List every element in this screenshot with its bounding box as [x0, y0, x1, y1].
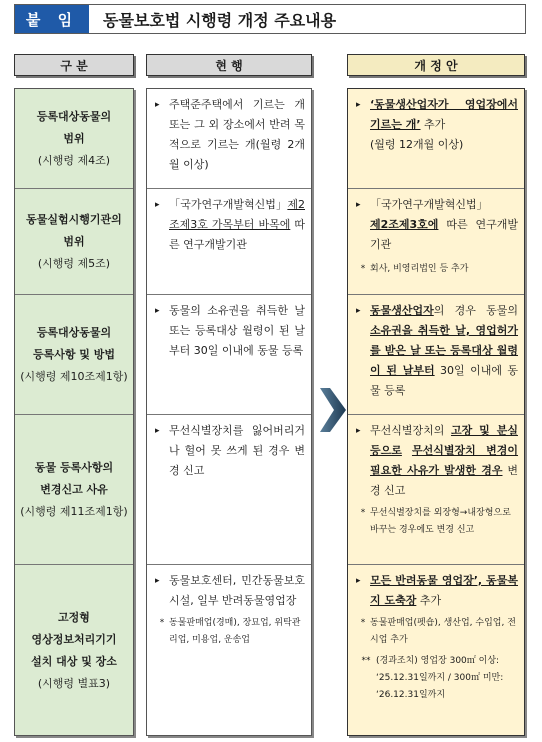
revised-note: 동물판매업(펫숍), 생산업, 수입업, 전시업 추가: [370, 618, 516, 645]
bullet-icon: ▸: [356, 426, 361, 436]
note-icon: *: [360, 508, 366, 518]
category-cell: [15, 295, 133, 414]
bullet-icon: ▸: [155, 306, 160, 316]
current-text: 동물보호센터, 민간동물보호시설, 일부 반려동물영업장: [169, 574, 305, 607]
category-main: 등록사항 및 방법: [32, 347, 116, 361]
category-main: 고정형: [58, 611, 90, 624]
category-main: 범위: [63, 234, 85, 248]
category-ref: (시행령 제5조): [37, 256, 111, 270]
bullet-icon: ▸: [356, 576, 361, 586]
category-cell: [15, 89, 133, 188]
current-text: 무선식별장치를 잃어버리거나 헐어 못 쓰게 된 경우 변경 신고: [169, 424, 305, 477]
page-title: 동물보호법 시행령 개정 주요내용: [103, 10, 337, 30]
double-note-icon: **: [361, 656, 371, 666]
right-arrow-icon: [320, 388, 346, 432]
category-main: 변경신고 사유: [40, 482, 108, 496]
category-main: 설치 대상 및 장소: [31, 655, 117, 668]
bullet-icon: ▸: [356, 306, 361, 316]
category-main: 동물실험시행기관의: [26, 212, 122, 226]
revised-note: 무선식별장치를 외장형→내장형으로 바꾸는 경우에도 변경 신고: [370, 508, 511, 535]
note-icon: *: [360, 618, 366, 628]
revised-text: ‘동물생산업자가 영업장에서 기르는 개’ 추가 (월령 12개월 이상): [370, 98, 518, 151]
category-main: 등록대상동물의: [36, 325, 112, 339]
revised-text: 모든 반려동물 영업장’, 동물복지 도축장 추가: [370, 574, 518, 607]
attachment-badge: 붙 임: [15, 5, 89, 33]
column-header-current: 현 행: [146, 54, 312, 76]
current-text: 동물의 소유권을 취득한 날 또는 등록대상 월령이 된 날부터 30일 이내에 동물 등록: [169, 304, 305, 357]
category-cell: [15, 565, 133, 737]
note-icon: *: [360, 264, 366, 274]
current-text: 주택준주택에서 기르는 개 또는 그 외 장소에서 반려 목적으로 기르는 개(월령 2개월 이상): [169, 98, 305, 171]
revised-text: 동물생산업자의 경우 동물의 소유권을 취득한 날, 영업허가를 받은 날 또는 등록대상 월령이 된 날부터 30일 이내에 동물 등록: [370, 304, 518, 397]
note-icon: *: [159, 618, 165, 628]
revised-column: [347, 88, 525, 736]
category-ref: (시행령 별표3): [37, 677, 111, 690]
category-main: 등록대상동물의: [36, 109, 112, 123]
current-column: [146, 88, 312, 736]
revised-text: 「국가연구개발혁신법」 제2조제3호에 따른 연구개발기관: [370, 198, 518, 251]
bullet-icon: ▸: [155, 100, 160, 110]
category-main: 영상정보처리기기: [31, 633, 117, 646]
category-main: 동물 등록사항의: [34, 460, 114, 474]
category-column: [14, 88, 134, 736]
current-note: 동물판매업(경매), 장묘업, 위탁관리업, 미용업, 운송업: [169, 618, 301, 645]
page-header: [14, 4, 526, 34]
bullet-icon: ▸: [155, 576, 160, 586]
category-ref: (시행령 제10조제1항): [20, 369, 128, 383]
bullet-icon: ▸: [356, 100, 361, 110]
category-cell: [15, 415, 133, 564]
category-ref: (시행령 제11조제1항): [20, 504, 128, 518]
bullet-icon: ▸: [356, 200, 361, 210]
revised-note: 회사, 비영리법인 등 추가: [370, 264, 469, 274]
category-main: 범위: [63, 131, 85, 145]
category-cell: [15, 189, 133, 294]
current-text: 「국가연구개발혁신법」제2조제3호 가목부터 바목에 따른 연구개발기관: [169, 198, 305, 251]
column-header-revised: 개 정 안: [347, 54, 525, 76]
revised-note: (경과조치) 영업장 300㎡ 이상: ‘25.12.31일까지 / 300㎡ 미만: ‘26.12.31일까지: [376, 656, 504, 700]
category-ref: (시행령 제4조): [37, 153, 111, 167]
column-header-category: 구 분: [14, 54, 134, 76]
bullet-icon: ▸: [155, 200, 160, 210]
bullet-icon: ▸: [155, 426, 160, 436]
revised-text: 무선식별장치의 고장 및 분실 등으로 무선식별장치 변경이 필요한 사유가 발생한 경우 변경 신고: [370, 424, 519, 497]
